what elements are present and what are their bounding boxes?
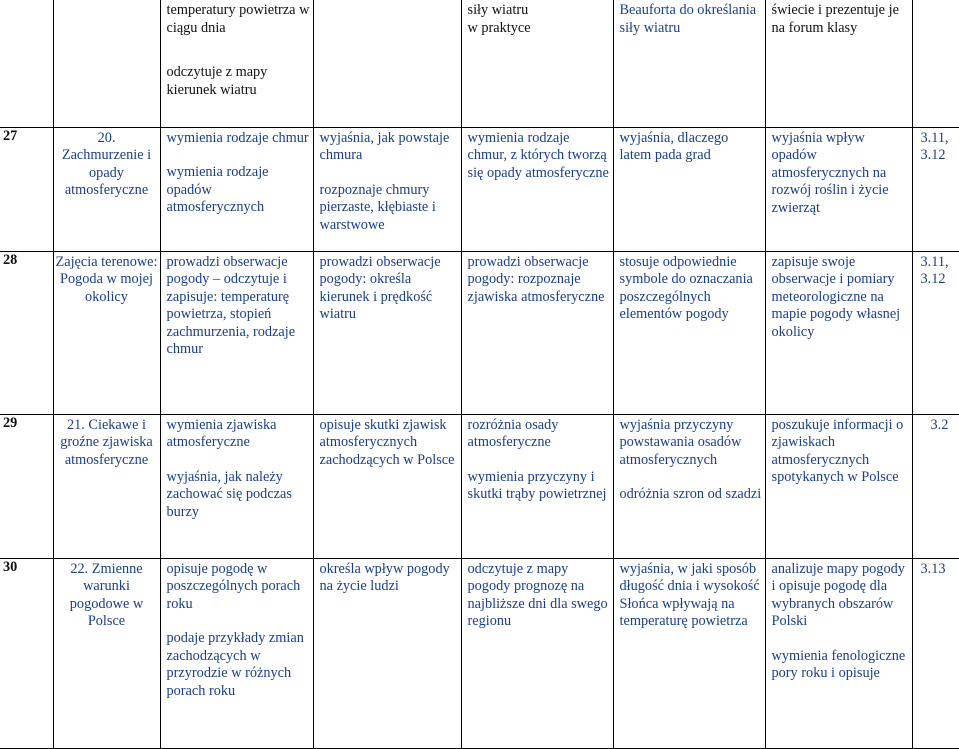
row-number-cell — [0, 251, 53, 414]
cont-col4-cell — [461, 0, 613, 127]
req-cell-4 — [461, 414, 613, 558]
req-text: odróżnia szron od szadzi — [620, 486, 763, 504]
ref-cell — [912, 558, 959, 748]
ref-text: 3.11, 3.12 — [913, 252, 959, 291]
req-text: wymienia zjawiska atmosferyczne — [167, 417, 311, 452]
cont-topic-cell — [53, 0, 160, 127]
cont-col4-text: siły wiatru w praktyce — [462, 0, 613, 39]
req-cell-6 — [765, 558, 912, 748]
req-cell-5 — [613, 558, 765, 748]
req-cell-5 — [613, 414, 765, 558]
req-text: zapisuje swoje obserwacje i pomiary meteorologiczne na mapie pogody własnej okolicy — [772, 254, 910, 342]
topic-text: 22. Zmienne warunki pogodowe w Polsce — [54, 559, 160, 633]
ref-cell — [912, 251, 959, 414]
req-cell-5 — [613, 251, 765, 414]
req-cell-3 — [313, 127, 461, 251]
req-cell-3 — [313, 251, 461, 414]
req-cell-2 — [160, 127, 313, 251]
req-text: wymienia fenologiczne pory roku i opisuje — [772, 648, 910, 683]
req-text: wyjaśnia, dlaczego latem pada grad — [620, 130, 763, 165]
cont-num-cell — [0, 0, 53, 127]
req-cell-6 — [765, 251, 912, 414]
req-text: wyjaśnia, w jaki sposób długość dnia i wysokość Słońca wpływają na temperaturę powietrza — [620, 561, 763, 631]
ref-text: 3.11, 3.12 — [913, 128, 959, 167]
req-cell-3 — [313, 414, 461, 558]
row-number: 27 — [0, 128, 53, 146]
req-text: wymienia rodzaje chmur, z których tworzą się opady atmosferyczne — [468, 130, 611, 183]
req-text: prowadzi obserwacje pogody: rozpoznaje zjawiska atmosferyczne — [468, 254, 611, 307]
req-text: poszukuje informacji o zjawiskach atmosferycznych spotykanych w Polsce — [772, 417, 910, 487]
req-cell-3 — [313, 558, 461, 748]
req-text: prowadzi obserwacje pogody: określa kierunek i prędkość wiatru — [320, 254, 459, 324]
row-number: 29 — [0, 415, 53, 433]
req-cell-2 — [160, 558, 313, 748]
table-row — [0, 558, 959, 748]
req-text: wyjaśnia wpływ opadów atmosferycznych na rozwój roślin i życie zwierząt — [772, 130, 910, 218]
req-text: rozróżnia osady atmosferyczne — [468, 417, 611, 452]
cont-col2-cell — [160, 0, 313, 127]
topic-text: 20. Zachmurzenie i opady atmosferyczne — [54, 128, 160, 202]
req-cell-4 — [461, 127, 613, 251]
row-number: 30 — [0, 559, 53, 577]
cont-col5-text: Beauforta do określania siły wiatru — [614, 0, 765, 39]
req-text: opisuje pogodę w poszczególnych porach roku — [167, 561, 311, 614]
continuation-row — [0, 0, 959, 127]
req-text: wyjaśnia, jak powstaje chmura — [320, 130, 459, 165]
req-cell-6 — [765, 127, 912, 251]
cont-col5-cell — [613, 0, 765, 127]
table-row — [0, 414, 959, 558]
req-text: rozpoznaje chmury pierzaste, kłębiaste i warstwowe — [320, 182, 459, 235]
topic-cell — [53, 127, 160, 251]
table-row — [0, 251, 959, 414]
req-cell-2 — [160, 251, 313, 414]
req-text: wyjaśnia, jak należy zachować się podczas burzy — [167, 469, 311, 522]
req-text: podaje przykłady zmian zachodzących w przyrodzie w różnych porach roku — [167, 630, 311, 700]
req-cell-4 — [461, 558, 613, 748]
req-text: odczytuje z mapy pogody prognozę na najbliższe dni dla swego regionu — [468, 561, 611, 631]
req-text: wymienia przyczyny i skutki trąby powietrznej — [468, 469, 611, 504]
ref-text: 3.2 — [913, 415, 959, 437]
ref-cell — [912, 414, 959, 558]
row-number-cell — [0, 558, 53, 748]
cont-col3-cell — [313, 0, 461, 127]
req-cell-5 — [613, 127, 765, 251]
row-number-cell — [0, 414, 53, 558]
req-cell-4 — [461, 251, 613, 414]
req-text: określa wpływ pogody na życie ludzi — [320, 561, 459, 596]
cont-col2-extra: odczytuje z mapy kierunek wiatru — [167, 64, 311, 99]
cont-ref-cell — [912, 0, 959, 127]
row-number-cell — [0, 127, 53, 251]
req-cell-6 — [765, 414, 912, 558]
ref-text: 3.13 — [913, 559, 959, 581]
ref-cell — [912, 127, 959, 251]
cont-col6-cell — [765, 0, 912, 127]
table-row — [0, 127, 959, 251]
topic-cell — [53, 251, 160, 414]
req-text: wymienia rodzaje opadów atmosferycznych — [167, 164, 311, 217]
topic-text: 21. Ciekawe i groźne zjawiska atmosferyczne — [54, 415, 160, 472]
req-text: opisuje skutki zjawisk atmosferycznych zachodzących w Polsce — [320, 417, 459, 470]
req-text: wymienia rodzaje chmur — [167, 130, 311, 148]
row-number: 28 — [0, 252, 53, 270]
topic-cell — [53, 558, 160, 748]
req-text: wyjaśnia przyczyny powstawania osadów atmosferycznych — [620, 417, 763, 470]
topic-text: Zajęcia terenowe: Pogoda w mojej okolicy — [54, 252, 160, 309]
cont-col2-text: temperatury powietrza w ciągu dnia — [167, 2, 311, 37]
cont-col6-text: świecie i prezentuje je na forum klasy — [766, 0, 912, 39]
req-cell-2 — [160, 414, 313, 558]
topic-cell — [53, 414, 160, 558]
req-text: analizuje mapy pogody i opisuje pogodę dla wybranych obszarów Polski — [772, 561, 910, 631]
req-text: prowadzi obserwacje pogody – odczytuje i zapisuje: temperaturę powietrza, stopień zachmurzenia, rodzaje chmur — [167, 254, 311, 359]
req-text: stosuje odpowiednie symbole do oznaczania poszczególnych elementów pogody — [620, 254, 763, 324]
